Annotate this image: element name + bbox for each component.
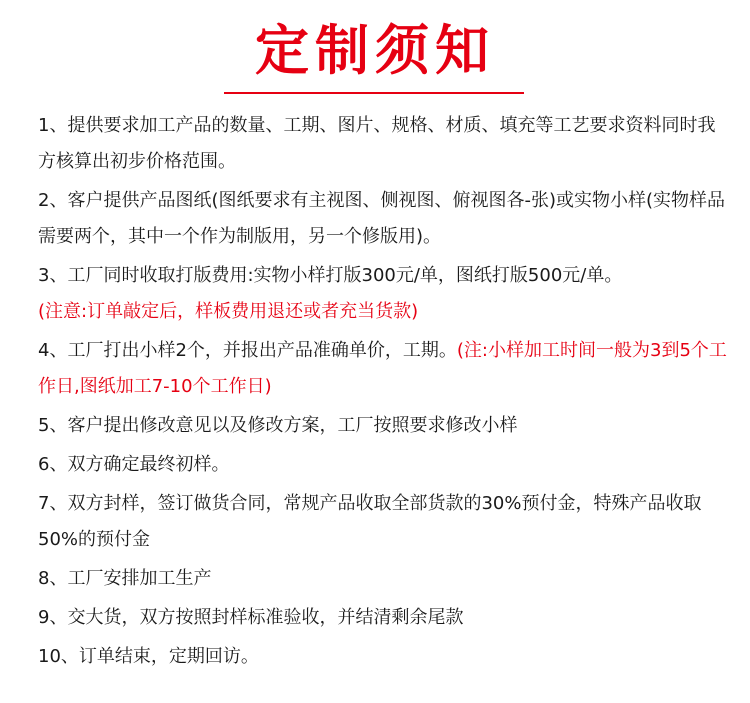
notice-note: (注:小样加工时间一般为3到5个工作日,图纸加工7-10个工作日)	[38, 340, 727, 397]
notice-item-9	[38, 600, 728, 636]
notice-text: 8、工厂安排加工生产	[38, 568, 212, 589]
notice-item-8	[38, 561, 728, 597]
notice-text: 6、双方确定最终初样。	[38, 454, 230, 475]
notice-item-2	[38, 183, 728, 255]
title-underline	[224, 92, 524, 94]
notice-note: (注意:订单敲定后，样板费用退还或者充当货款)	[38, 301, 419, 322]
notice-text: 4、工厂打出小样2个，并报出产品准确单价，工期。	[38, 340, 457, 361]
notice-text: 5、客户提出修改意见以及修改方案，工厂按照要求修改小样	[38, 415, 518, 436]
page-title: 定制须知	[255, 19, 495, 82]
notice-item-6	[38, 447, 728, 483]
title-area	[0, 18, 750, 84]
notice-item-10	[38, 639, 728, 675]
notice-item-5	[38, 408, 728, 444]
notice-text: 9、交大货，双方按照封样标准验收，并结清剩余尾款	[38, 607, 464, 628]
notice-item-1	[38, 108, 728, 180]
notice-item-4	[38, 333, 728, 405]
notice-text: 1、提供要求加工产品的数量、工期、图片、规格、材质、填充等工艺要求资料同时我方核算出初步价格范围。	[38, 115, 716, 172]
notice-list	[38, 108, 728, 675]
notice-text: 2、客户提供产品图纸(图纸要求有主视图、侧视图、俯视图各-张)或实物小样(实物样品需要两个，其中一个作为制版用，另一个修版用)。	[38, 190, 726, 247]
notice-text: 7、双方封样，签订做货合同，常规产品收取全部货款的30%预付金，特殊产品收取50%的预付金	[38, 493, 702, 550]
notice-item-3	[38, 258, 728, 330]
notice-text: 10、订单结束，定期回访。	[38, 646, 259, 667]
notice-item-7	[38, 486, 728, 558]
notice-text: 3、工厂同时收取打版费用:实物小样打版300元/单，图纸打版500元/单。	[38, 265, 623, 286]
